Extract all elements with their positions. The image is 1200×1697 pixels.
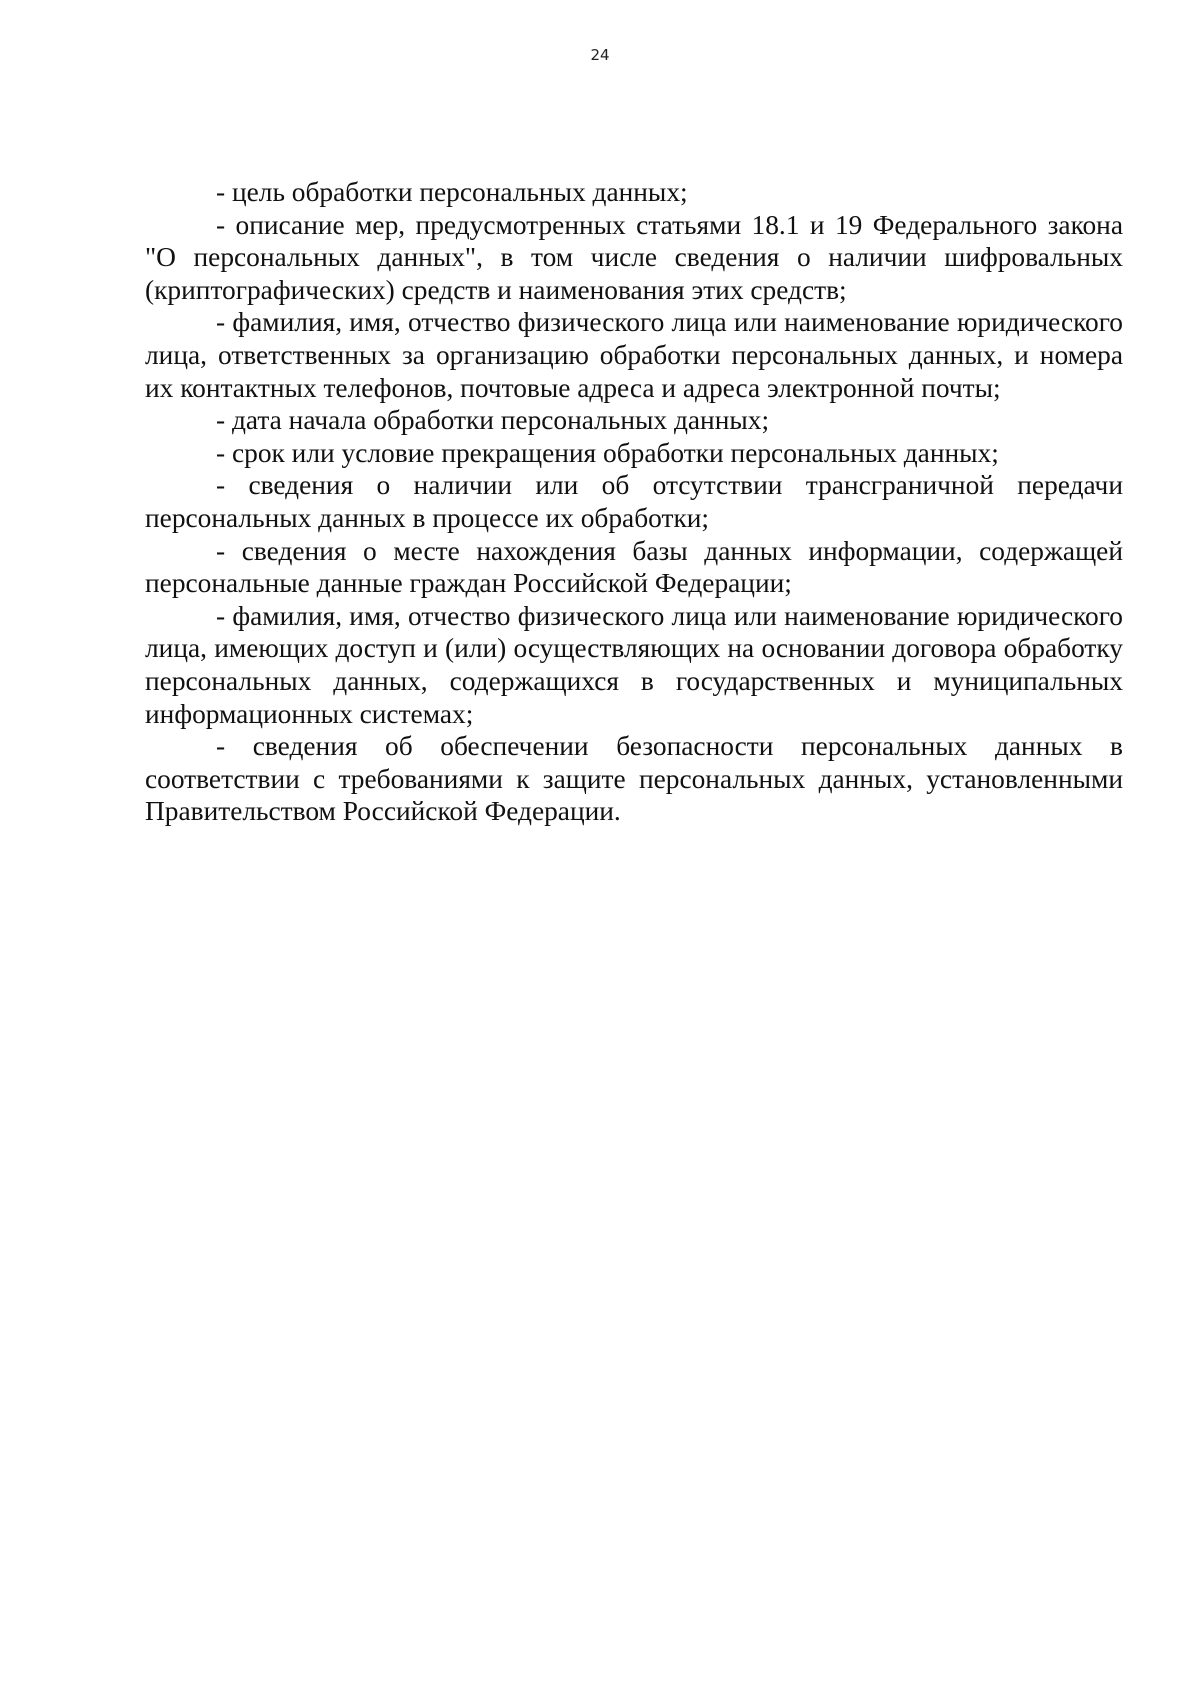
list-item-security-provision: - сведения об обеспечении безопасности персональных данных в соответствии с требованиями к защите персональных данных, установленными Правительством Российской Федерации. — [145, 731, 1123, 827]
list-item-responsible-persons: - фамилия, имя, отчество физического лица или наименование юридического лица, ответственных за организацию обработки персональных данных, и номера их контактных телефонов, почтовые адреса и адреса электронной почты; — [145, 307, 1123, 403]
list-item-start-date: - дата начала обработки персональных данных; — [216, 405, 770, 436]
list-item-access-persons: - фамилия, имя, отчество физического лица или наименование юридического лица, имеющих доступ и (или) осуществляющих на основании договора обработку персональных данных, содержащихся в государственных и муниципальных информационных системах; — [145, 600, 1123, 729]
list-item-cross-border-transfer: - сведения о наличии или об отсутствии трансграничной передачи персональных данных в процессе их обработки; — [145, 470, 1123, 533]
list-item-processing-purpose: - цель обработки персональных данных; — [216, 177, 688, 207]
list-item-database-location: - сведения о месте нахождения базы данных информации, содержащей персональные данные граждан Российской Федерации; — [145, 535, 1123, 599]
list-item-protection-measures: - описание мер, предусмотренных статьями 18.1 и 19 Федерального закона "О персональных данных", в том числе сведения о наличии шифровальных (криптографических) средств и наименования этих средств; — [145, 209, 1123, 305]
page-number: 24 — [590, 46, 610, 64]
document-body — [145, 176, 1123, 828]
list-item-termination-condition: - срок или условие прекращения обработки персональных данных; — [216, 437, 999, 468]
